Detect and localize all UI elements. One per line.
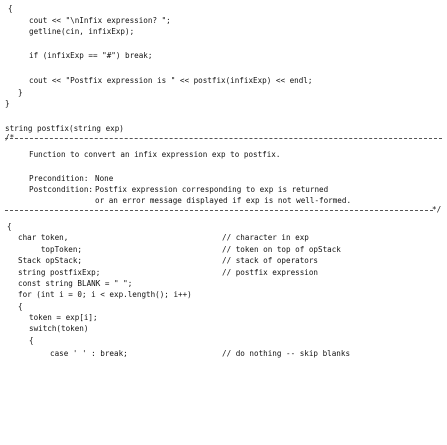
code-line: cout << "Postfix expression is " << postfix(infixExp) << endl;	[29, 76, 313, 85]
code-line: const string BLANK = " ";	[18, 279, 133, 288]
code-line: token = exp[i];	[29, 313, 98, 322]
doc-pre-label: Precondition:	[29, 174, 89, 183]
code-comment: // character in exp	[222, 233, 309, 242]
code-line: char token,	[18, 233, 69, 242]
code-comment: // do nothing -- skip blanks	[222, 349, 351, 358]
function-signature: string postfix(string exp)	[5, 124, 124, 133]
code-line: if (infixExp == "#") break;	[29, 51, 153, 60]
code-line: {	[29, 336, 34, 345]
code-comment: // stack of operators	[222, 256, 319, 265]
code-line: Stack opStack;	[18, 256, 83, 265]
code-comment: // token on top of opStack	[222, 245, 341, 254]
comment-open: /*	[5, 133, 15, 142]
doc-post-text: or an error message displayed if exp is not well-formed.	[95, 196, 352, 205]
code-line: topToken;	[18, 245, 83, 254]
comment-rule-top	[5, 138, 442, 139]
code-line: }	[18, 88, 23, 97]
code-comment: // postfix expression	[222, 268, 319, 277]
code-line: case ' ' : break;	[50, 349, 128, 358]
code-line: switch(token)	[29, 324, 89, 333]
code-line: {	[7, 222, 12, 231]
doc-post-label: Postcondition:	[29, 185, 94, 194]
doc-post-text: Postfix expression corresponding to exp is returned	[95, 185, 329, 194]
code-line: for (int i = 0; i < exp.length(); i++)	[18, 290, 192, 299]
comment-close: */	[432, 205, 442, 214]
code-line: cout << "\nInfix expression? ";	[29, 16, 171, 25]
code-line: string postfixExp;	[18, 268, 101, 277]
code-line: getline(cin, infixExp);	[29, 27, 135, 36]
doc-purpose: Function to convert an infix expression exp to postfix.	[29, 150, 281, 159]
doc-pre-text: None	[95, 174, 114, 183]
code-line: {	[8, 4, 13, 13]
code-line: }	[5, 99, 10, 108]
comment-rule-bottom	[5, 210, 433, 211]
code-line: {	[18, 302, 23, 311]
